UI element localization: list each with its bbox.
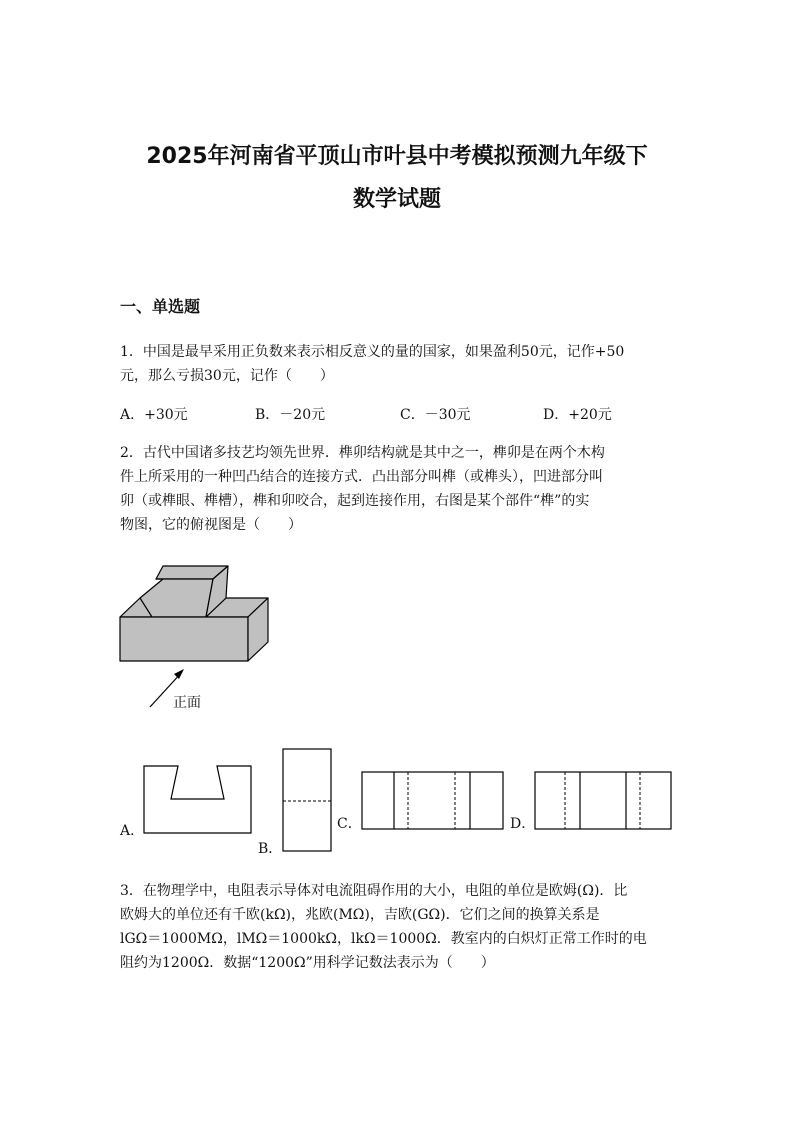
document-title-line2: 数学试题 <box>352 187 441 212</box>
front-label: 正面 <box>173 695 201 711</box>
tenon-front-face <box>120 617 248 661</box>
q1-option-d: D．+20元 <box>543 407 612 423</box>
q2-text-line1: 2．古代中国诸多技艺均领先世界．榫卯结构就是其中之一，榫卯是在两个木构 <box>120 445 605 461</box>
q3-text-line3: lGΩ＝1000MΩ，lMΩ＝1000kΩ，lkΩ＝1000Ω．教室内的白炽灯正常工作时的电 <box>120 931 647 947</box>
q3-text-line4: 阻约为1200Ω．数据“1200Ω”用科学记数法表示为（ ） <box>120 955 495 971</box>
front-direction-arrowhead <box>174 669 184 679</box>
q2-text-line4: 物图，它的俯视图是（ ） <box>120 517 302 533</box>
q1-text-line2: 元，那么亏损30元，记作（ ） <box>120 368 334 384</box>
q1-option-a: A．+30元 <box>120 407 188 423</box>
q2-option-a-label: A． <box>120 823 145 839</box>
q2-text-line3: 卯（或榫眼、榫槽），榫和卯咬合，起到连接作用，右图是某个部件“榫”的实 <box>120 493 590 509</box>
q2-option-a-figure <box>140 760 255 840</box>
q3-text-line1: 3．在物理学中，电阻表示导体对电流阻碍作用的大小，电阻的单位是欧姆(Ω)．比 <box>120 883 628 899</box>
q1-option-c: C．－30元 <box>400 407 471 423</box>
tenon-solid-figure <box>110 555 280 715</box>
document-title-line1: 2025年河南省平顶山市叶县中考模拟预测九年级下 <box>146 144 648 169</box>
q2-option-d-label: D． <box>510 816 536 832</box>
q2-option-b-figure <box>280 746 334 854</box>
tenon-head-front-face <box>140 579 213 617</box>
q2-option-c-figure <box>360 770 506 832</box>
q1-text-line1: 1．中国是最早采用正负数来表示相反意义的量的国家，如果盈利50元，记作+50 <box>120 344 625 360</box>
q3-text-line2: 欧姆大的单位还有千欧(kΩ)，兆欧(MΩ)，吉欧(GΩ)．它们之间的换算关系是 <box>120 907 600 923</box>
q1-option-b: B．－20元 <box>255 407 326 423</box>
q2-option-d-figure <box>533 770 674 832</box>
q2-option-c-label: C． <box>337 816 362 832</box>
q2-option-b-label: B． <box>258 841 283 857</box>
q2-text-line2: 件上所采用的一种凹凸结合的连接方式．凸出部分叫榫（或榫头），凹进部分叫 <box>120 469 603 485</box>
section-heading: 一、单选题 <box>120 297 201 316</box>
